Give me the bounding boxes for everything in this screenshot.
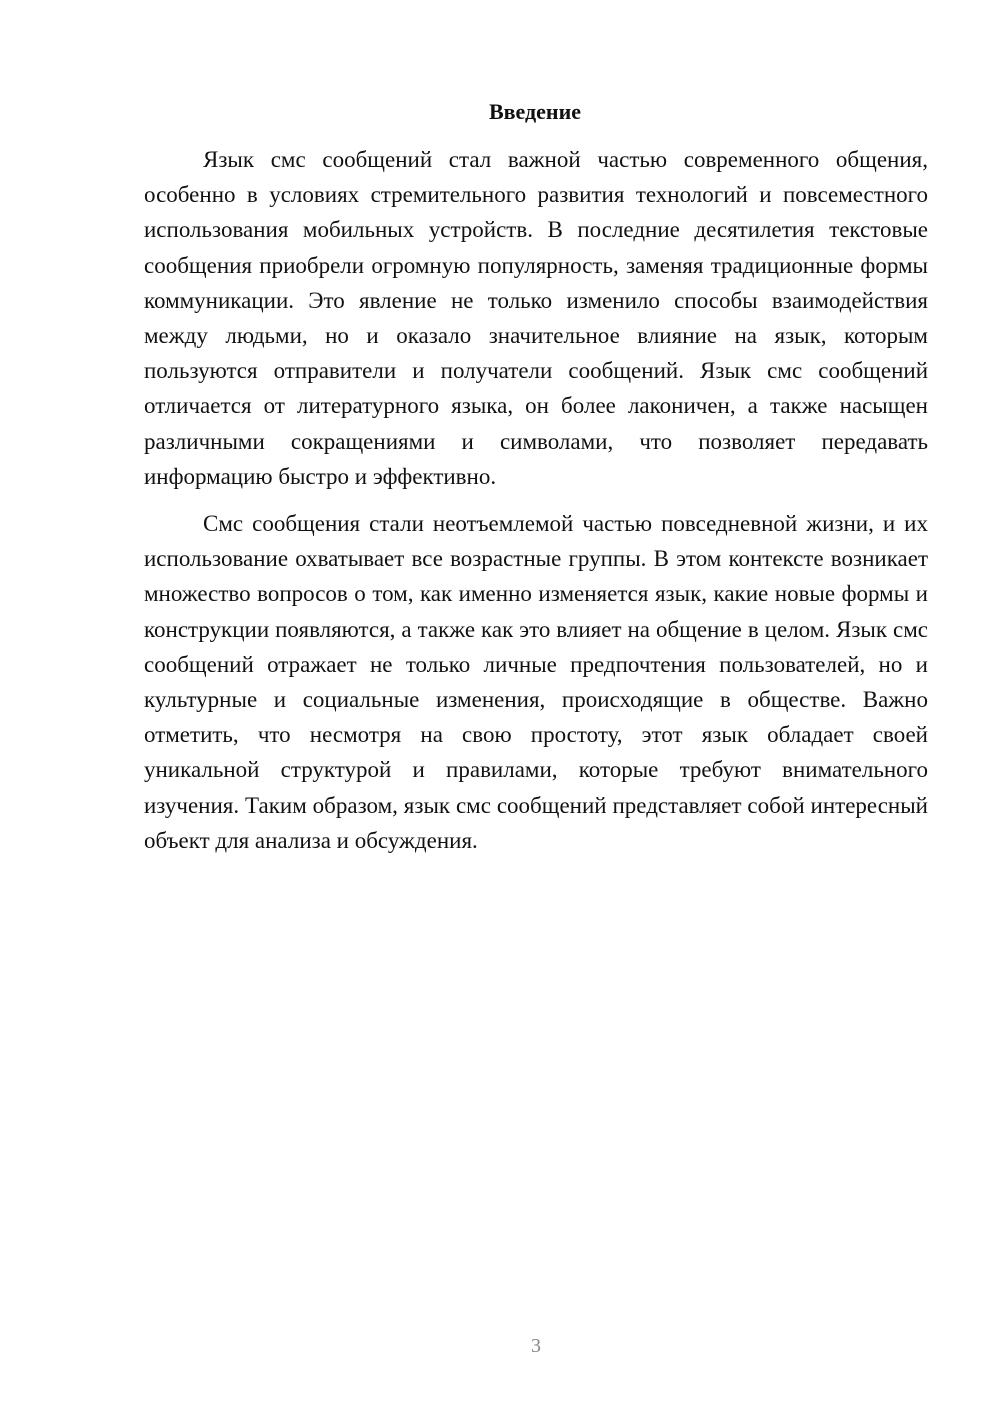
section-title: Введение [488,99,582,124]
page-number: 3 [531,1335,541,1357]
body-text [144,142,928,858]
paragraph-2: Смс сообщения стали неотъемлемой частью повседневной жизни, и их использование охватывает все возрастные группы. В этом контексте возникает множество вопросов о том, как именно изменяется язык, какие новые формы и конструкции появляются, а также как это влияет на общение в целом. Язык смс сообщений отражает не только личные предпочтения пользователей, но и культурные и социальные изменения, происходящие в обществе. Важно отметить, что несмотря на свою простоту, этот язык обладает своей уникальной структурой и правилами, которые требуют внимательного изучения. Таким образом, язык смс сообщений представляет собой интересный объект для анализа и обсуждения. [144,511,928,853]
paragraph-1: Язык смс сообщений стал важной частью современного общения, особенно в условиях стремительного развития технологий и повсеместного использования мобильных устройств. В последние десятилетия текстовые сообщения приобрели огромную популярность, заменяя традиционные формы коммуникации. Это явление не только изменило способы взаимодействия между людьми, но и оказало значительное влияние на язык, которым пользуются отправители и получатели сообщений. Язык смс сообщений отличается от литературного языка, он более лаконичен, а также насыщен различными сокращениями и символами, что позволяет передавать информацию быстро и эффективно. [144,147,928,489]
